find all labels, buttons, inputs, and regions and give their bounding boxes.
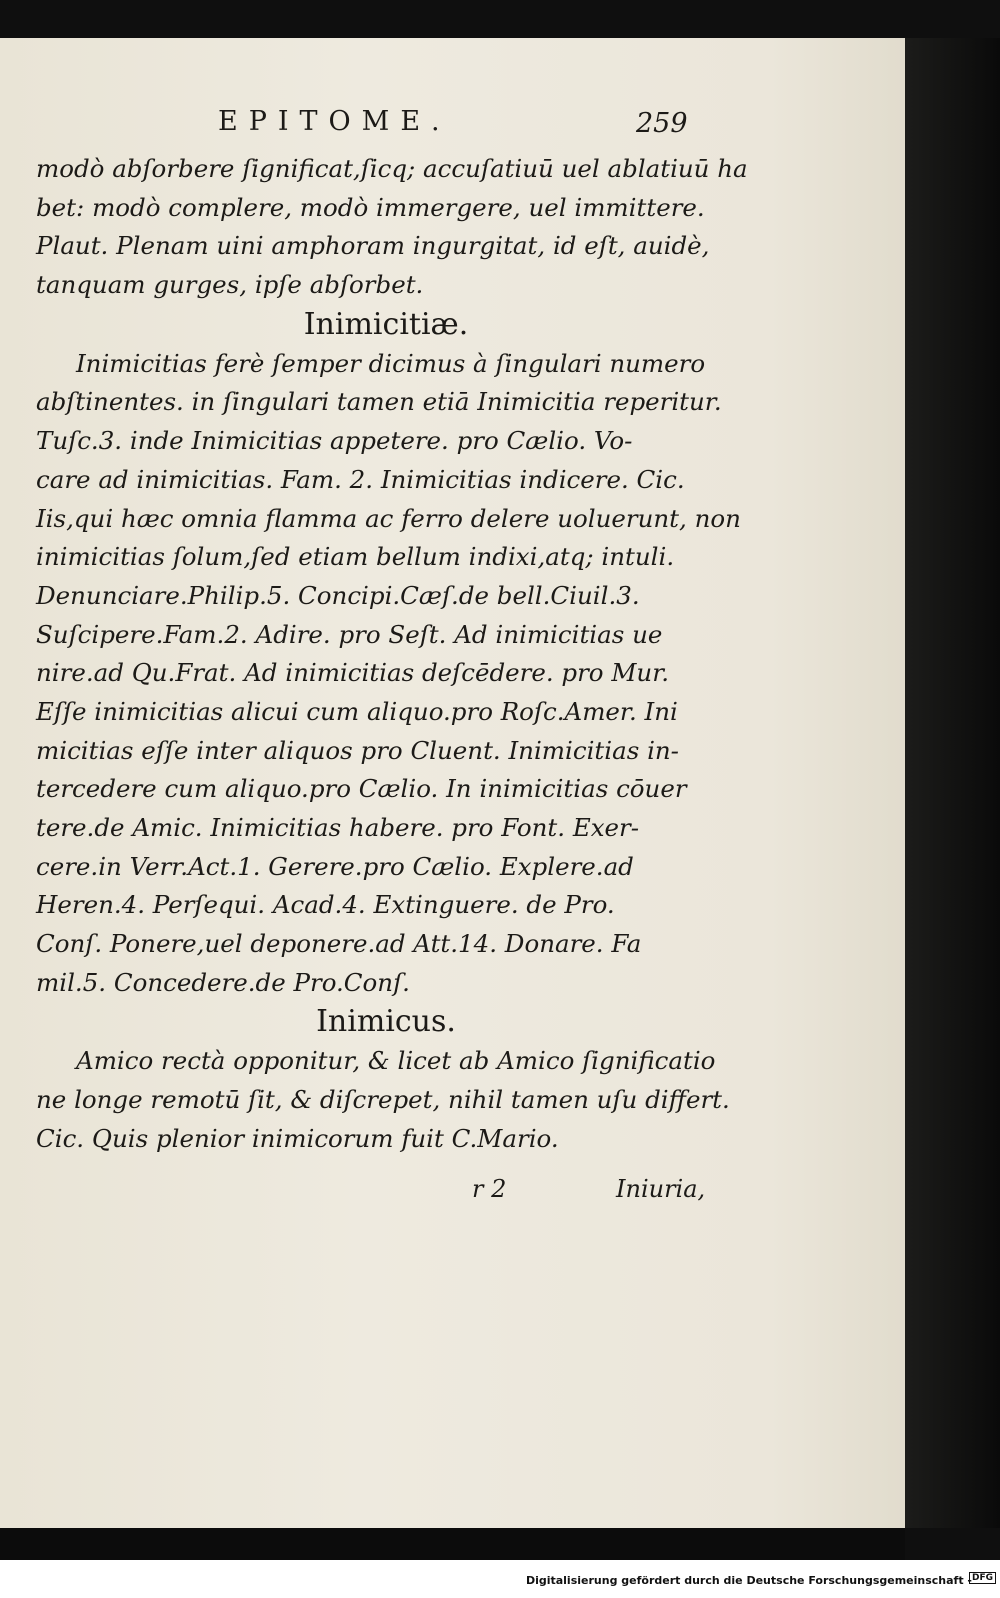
book-spine-edge [905,38,1000,1528]
text-line: inimicitias ſolum,ſed etiam bellum indixi,atq; intuli. [36,542,675,572]
text-line: care ad inimicitias. Fam. 2. Inimicitias indicere. Cic. [36,464,685,494]
text-line: Denunciare.Philip.5. Concipi.Cæſ.de bell.Ciuil.3. [36,580,640,610]
catchword: Iniuria, [616,1174,706,1203]
entry-heading-inimicitiae: Inimicitiæ. [303,306,469,342]
text-line: Iis,qui hæc omnia flamma ac ferro delere uoluerunt, non [36,503,741,533]
text-line: micitias eſſe inter aliquos pro Cluent. Inimicitias in- [36,735,679,765]
text-line: Conſ. Ponere,uel deponere.ad Att.14. Donare. Fa [36,929,642,959]
text-line: bet: modò complere, modò immergere, uel immittere. [36,192,705,222]
paragraph-continuation [36,150,748,305]
text-line: Suſcipere.Fam.2. Adire. pro Seſt. Ad inimicitias ue [36,619,663,649]
text-line: Cic. Quis plenior inimicorum fuit C.Mario. [36,1123,559,1153]
text-line: modò abſorbere ſignificat,ſicq; accuſatiuū uel ablatiuū ha [36,154,748,183]
running-head-title: EPITOME. [218,106,451,137]
text-line: nire.ad Qu.Frat. Ad inimicitias deſcēdere. pro Mur. [36,658,670,688]
page-text [36,100,748,1209]
text-line: tere.de Amic. Inimicitias habere. pro Font. Exer- [36,813,640,842]
dfg-logo: DFG [969,1572,996,1584]
text-line: mil.5. Concedere.de Pro.Conſ. [36,967,410,997]
text-line: tanquam gurges, ipſe abſorbet. [36,270,424,300]
running-head [36,100,716,150]
scan-bottom-edge [0,1528,905,1560]
text-line: Plaut. Plenam uini amphoram ingurgitat, id eſt, auidè, [36,231,710,261]
entry-heading-inimicus: Inimicus. [316,1004,456,1040]
text-line: Tuſc.3. inde Inimicitias appetere. pro Cælio. Vo- [36,426,633,456]
text-line: tercedere cum aliquo.pro Cælio. In inimicitias cōuer [36,774,687,804]
text-line: Inimicitias ferè ſemper dicimus à ſingulari numero [76,348,706,378]
text-line: cere.in Verr.Act.1. Gerere.pro Cælio. Explere.ad [36,851,634,881]
text-line: abſtinentes. in ſingulari tamen etiā Inimicitia reperitur. [36,387,722,417]
entry-body-inimicus [36,1042,730,1158]
page-footer-marks [36,1169,716,1209]
page-number: 259 [636,108,688,139]
text-line: Heren.4. Perſequi. Acad.4. Extinguere. de Pro. [36,890,615,920]
entry-body-inimicitiae [36,345,741,1003]
digitization-credit: Digitalisierung gefördert durch die Deutsche Forschungsgemeinschaft - [525,1574,972,1587]
text-line: ne longe remotū ſit, & diſcrepet, nihil tamen uſu differt. [36,1085,730,1115]
signature-mark: r 2 [472,1174,507,1203]
text-line: Eſſe inimicitias alicui cum aliquo.pro Roſc.Amer. Ini [36,696,678,726]
text-line: Amico rectà opponitur, & licet ab Amico ſignificatio [76,1046,716,1076]
